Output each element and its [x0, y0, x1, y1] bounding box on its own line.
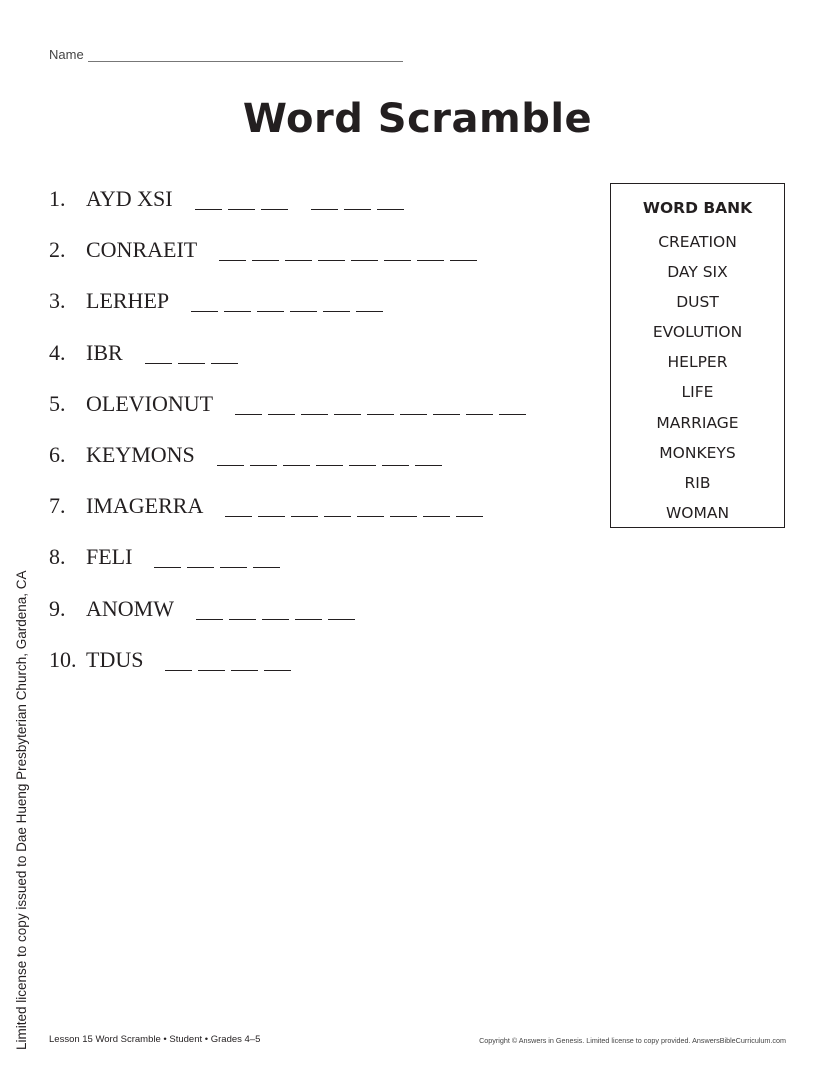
letter-blank[interactable]: [466, 401, 493, 415]
letter-blank[interactable]: [283, 452, 310, 466]
letter-blank[interactable]: [268, 401, 295, 415]
scrambled-word: LERHEP: [86, 288, 170, 314]
letter-blank[interactable]: [400, 401, 427, 415]
letter-blank[interactable]: [178, 350, 205, 364]
scramble-item: [49, 645, 297, 675]
word-bank-word: DAY SIX: [667, 263, 728, 282]
scrambled-word: KEYMONS: [86, 442, 195, 467]
letter-blank[interactable]: [191, 298, 218, 312]
letter-blank[interactable]: [351, 247, 378, 261]
letter-blank[interactable]: [295, 606, 322, 620]
letter-blank[interactable]: [291, 503, 318, 517]
word-bank-word: CREATION: [658, 233, 737, 251]
answer-blanks[interactable]: [145, 342, 244, 364]
footer-copyright: Copyright © Answers in Genesis. Limited license to copy provided. AnswersBibleCurriculum.com: [479, 1036, 786, 1045]
scrambled-word: OLEVIONUT: [86, 390, 214, 416]
scrambled-word: IBR: [86, 339, 123, 365]
letter-blank[interactable]: [356, 298, 383, 312]
letter-blank[interactable]: [225, 503, 252, 517]
letter-blank[interactable]: [187, 554, 214, 568]
letter-blank[interactable]: [344, 196, 371, 210]
letter-blank[interactable]: [384, 247, 411, 261]
scramble-item: [49, 440, 448, 470]
answer-blanks[interactable]: [219, 239, 483, 261]
letter-blank[interactable]: [250, 452, 277, 466]
word-bank-word: HELPER: [667, 353, 728, 372]
letter-blank[interactable]: [318, 247, 345, 261]
word-bank-word: EVOLUTION: [652, 323, 743, 342]
letter-blank[interactable]: [229, 606, 256, 620]
letter-blank[interactable]: [264, 657, 291, 671]
letter-blank[interactable]: [316, 452, 343, 466]
letter-blank[interactable]: [301, 401, 328, 415]
letter-blank[interactable]: [154, 554, 181, 568]
word-bank-word: MONKEYS: [659, 443, 736, 462]
letter-blank[interactable]: [145, 350, 172, 364]
scramble-item: [49, 286, 389, 316]
letter-blank[interactable]: [219, 247, 246, 261]
letter-blank[interactable]: [235, 401, 262, 415]
letter-blank[interactable]: [196, 606, 223, 620]
answer-blanks[interactable]: [217, 444, 448, 466]
scrambled-word: IMAGERRA: [86, 493, 204, 519]
item-number: 2.: [49, 237, 66, 263]
letter-blank[interactable]: [253, 554, 280, 568]
letter-blank[interactable]: [423, 503, 450, 517]
answer-blanks[interactable]: [235, 393, 532, 415]
word-bank-word: LIFE: [681, 383, 714, 402]
letter-blank[interactable]: [195, 196, 222, 210]
item-number: 3.: [49, 288, 66, 314]
letter-blank[interactable]: [334, 401, 361, 415]
name-label: Name: [49, 47, 84, 62]
answer-blanks[interactable]: [195, 188, 410, 210]
scramble-item: [49, 338, 244, 368]
letter-blank[interactable]: [456, 503, 483, 517]
answer-blanks[interactable]: [154, 546, 286, 568]
letter-blank[interactable]: [415, 452, 442, 466]
letter-blank[interactable]: [252, 247, 279, 261]
scrambled-word: TDUS: [86, 646, 144, 672]
item-number: 4.: [49, 339, 66, 365]
letter-blank[interactable]: [220, 554, 247, 568]
license-notice: Limited license to copy issued to Dae Hueng Presbyterian Church, Gardena, CA: [14, 570, 29, 1050]
letter-blank[interactable]: [349, 452, 376, 466]
letter-blank[interactable]: [257, 298, 284, 312]
scramble-item: [49, 542, 286, 572]
word-bank-title: WORD BANK: [642, 199, 753, 217]
answer-blanks[interactable]: [191, 290, 389, 312]
word-bank-word: RIB: [684, 473, 711, 492]
letter-blank[interactable]: [261, 196, 288, 210]
scrambled-word: AYD XSI: [86, 186, 173, 211]
letter-blank[interactable]: [450, 247, 477, 261]
letter-blank[interactable]: [165, 657, 192, 671]
item-number: 1.: [49, 186, 66, 211]
scramble-item: [49, 491, 489, 521]
item-number: 8.: [49, 544, 66, 570]
page-title: Word Scramble: [242, 96, 593, 142]
letter-blank[interactable]: [433, 401, 460, 415]
item-number: 7.: [49, 493, 66, 519]
letter-blank[interactable]: [217, 452, 244, 466]
answer-blanks[interactable]: [165, 649, 297, 671]
letter-blank[interactable]: [367, 401, 394, 415]
scrambled-word: ANOMW: [86, 595, 174, 621]
letter-blank[interactable]: [262, 606, 289, 620]
scrambled-word: CONRAEIT: [86, 237, 198, 263]
letter-blank[interactable]: [382, 452, 409, 466]
item-number: 10.: [49, 646, 77, 672]
letter-blank[interactable]: [290, 298, 317, 312]
word-bank-word: MARRIAGE: [656, 413, 739, 432]
scramble-item: [49, 389, 532, 419]
item-number: 5.: [49, 390, 66, 416]
letter-blank[interactable]: [258, 503, 285, 517]
name-field-row: [49, 47, 403, 62]
letter-blank[interactable]: [231, 657, 258, 671]
item-number: 6.: [49, 442, 66, 467]
item-number: 9.: [49, 595, 66, 621]
letter-blank[interactable]: [311, 196, 338, 210]
letter-blank[interactable]: [324, 503, 351, 517]
scramble-item: [49, 184, 410, 214]
letter-blank[interactable]: [198, 657, 225, 671]
letter-blank[interactable]: [328, 606, 355, 620]
name-input-line[interactable]: [88, 47, 403, 62]
word-bank-word: DUST: [676, 293, 719, 312]
scrambled-word: FELI: [86, 544, 133, 570]
letter-blank[interactable]: [499, 401, 526, 415]
letter-blank[interactable]: [211, 350, 238, 364]
scramble-item: [49, 594, 361, 624]
letter-blank[interactable]: [390, 503, 417, 517]
letter-blank[interactable]: [323, 298, 350, 312]
letter-blank[interactable]: [285, 247, 312, 261]
word-bank-word: WOMAN: [665, 503, 730, 522]
letter-blank[interactable]: [377, 196, 404, 210]
letter-blank[interactable]: [357, 503, 384, 517]
word-bank: [610, 183, 785, 528]
footer-lesson-info: Lesson 15 Word Scramble • Student • Grades 4–5: [49, 1034, 261, 1045]
letter-blank[interactable]: [417, 247, 444, 261]
scramble-item: [49, 235, 483, 265]
answer-blanks[interactable]: [196, 598, 361, 620]
word-bank-list: [611, 228, 784, 529]
letter-blank[interactable]: [224, 298, 251, 312]
answer-blanks[interactable]: [225, 495, 489, 517]
letter-blank[interactable]: [228, 196, 255, 210]
